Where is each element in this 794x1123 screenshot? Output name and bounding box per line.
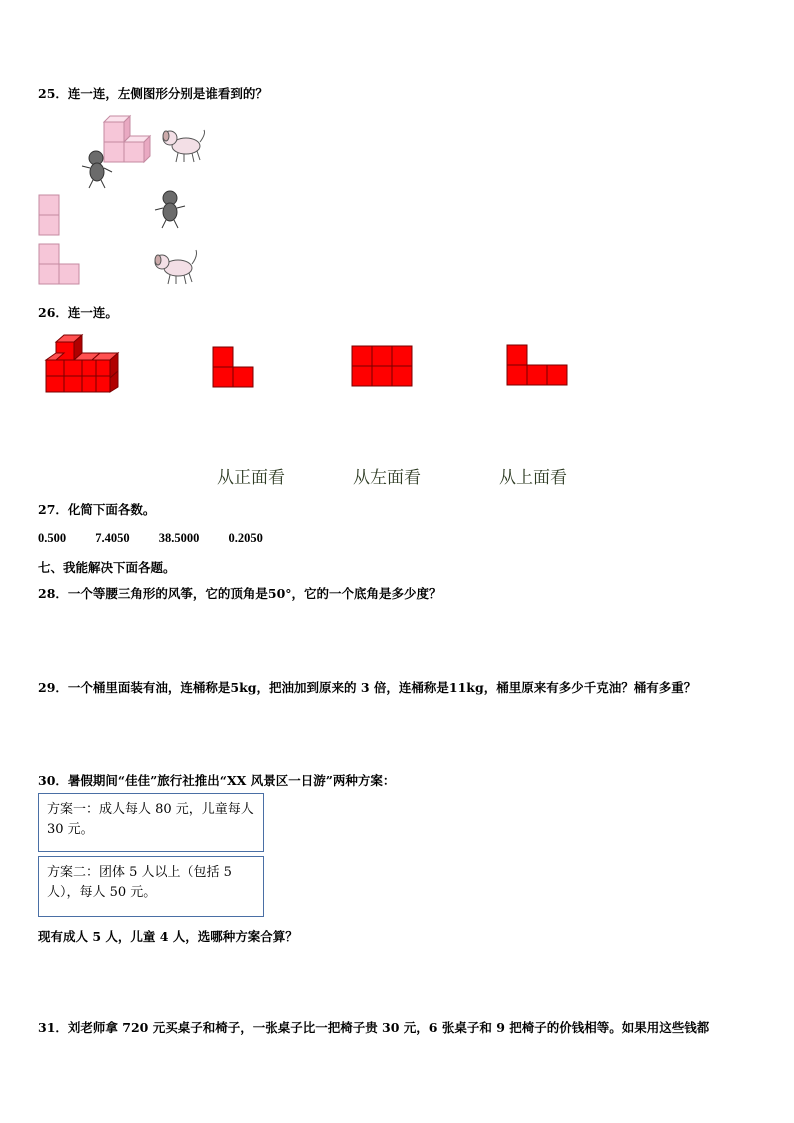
q27-value: 7.4050 — [95, 531, 130, 545]
red-view-grid — [351, 345, 413, 387]
q27-title: 27．化简下面各数。 — [38, 502, 156, 517]
red-cube-structure — [46, 334, 128, 394]
q30-question: 现有成人 5 人，儿童 4 人，选哪种方案合算？ — [38, 929, 298, 944]
monkey-icon — [80, 150, 116, 190]
q30-title: 30．暑假期间“佳佳”旅行社推出“XX 风景区一日游”两种方案： — [38, 773, 396, 788]
q29-title: 29．一个桶里面装有油，连桶称是5kg，把油加到原来的 3 倍，连桶称是11kg，桶里原来有多少千克油？桶有多重？ — [38, 680, 697, 695]
dog-icon-2 — [152, 248, 200, 286]
q25-title: 25．连一连，左侧图形分别是谁看到的？ — [38, 86, 268, 101]
pink-view-vertical — [38, 194, 60, 236]
red-view-l-small — [212, 346, 256, 388]
red-view-l-long — [506, 344, 568, 386]
pink-view-l-shape — [38, 243, 82, 287]
plan-two-box: 方案二：团体 5 人以上（包括 5 人），每人 50 元。 — [38, 856, 264, 917]
plan-one-box: 方案一：成人每人 80 元，儿童每人 30 元。 — [38, 793, 264, 852]
q27-value: 0.500 — [38, 531, 67, 545]
q27-value: 38.5000 — [158, 531, 200, 545]
view-label-top: 从上面看 — [499, 468, 567, 488]
q31-title: 31．刘老师拿 720 元买桌子和椅子，一张桌子比一把椅子贵 30 元，6 张桌子和 9 把椅子的价钱相等。如果用这些钱都 — [38, 1020, 710, 1035]
monkey-icon-2 — [152, 190, 188, 230]
view-label-front: 从正面看 — [217, 468, 285, 488]
q26-title: 26．连一连。 — [38, 305, 118, 320]
q27-value: 0.2050 — [228, 531, 263, 545]
view-label-left: 从左面看 — [353, 468, 421, 488]
q28-title: 28．一个等腰三角形的风筝，它的顶角是50°，它的一个底角是多少度？ — [38, 586, 442, 601]
section-7-title: 七、我能解决下面各题。 — [38, 560, 176, 575]
dog-icon — [160, 126, 208, 164]
q27-values — [38, 531, 289, 546]
